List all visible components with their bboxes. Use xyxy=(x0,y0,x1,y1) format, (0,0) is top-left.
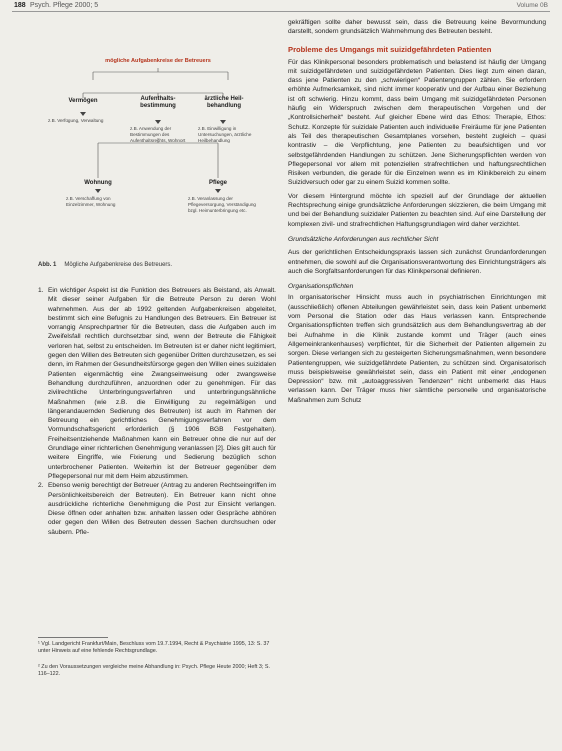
list-item-1-text: Ein wichtiger Aspekt ist die Funktion des Betreuers als Beistand, als Anwalt. Mit dieser seiner Aufgaben für die Betreute Person zu deren Wohl wahrnehmen. Aus der ab 1992 geltenden Aufgabenkreisen abgeleitet, bestimmt sich eine Befugnis zu Handlungen des Betreuers. Ein Betreuer ist vorrangig Ansprechpartner für die Betreuten, dass die Aufgaben auch im Zweifelsfall rechtlich durchsetzbar sind, wenn der Betreute die Fähigkeit verloren hat, selbst zu entscheiden. Im Betreuten ist er daher nicht legitimiert, gegen den Willen des Betreuten sich gegenüber Dritten durchzusetzen, es sei denn, im Rahmen der Gesundheitsfürsorge gegen den Willen eines suizidalen Patienten eigenmächtig eine Zwangseinweisung oder zwangsweise Behandlung durchzuführen, anzuordnen oder zu genehmigen. Für das zivilrechtliche Unterbringungsverfahren und unterbringungsähnliche Maßnahmen (wie z.B. die Einwilligung zu regelmäßigen und längerandauernden Sedierung des Betreuten) ist auch im Rahmen der Betreuung ein gerichtliches Genehmigungsverfahren vor dem Vormundschaftsgericht erforderlich (§ 1906 BGB Festgehalten). Freiheitsentziehende Maßnahmen kann ein Betreuer ohne die nur auf der Grundlage einer richterlichen Genehmigung veranlassen [2]. Dies gilt auch für weitere Eingriffe, wie Fixierung und Sedierung bezüglich schon unterbrochener Patienten. Weiterhin ist der Betreuer gegenüber dem Pflegepersonal nur mit dem Heim abzustimmen. xyxy=(48,287,276,480)
header-rule xyxy=(12,11,550,12)
figure-title: mögliche Aufgabenkreise der Betreuers xyxy=(105,58,211,64)
subheading-organisationspflichten: Organisationspflichten xyxy=(288,283,354,291)
paragraph-1: Für das Klinikpersonal besonders problematisch und belastend ist häufig der Umgang mit suizidgefährdeten und suizidgefährdeten Patienten. Dies liegt zum einen daran, dass jene Patienten zu den „schwierigen“ Patientengruppen zählen. Sie erfordern erhöhte Aufmerksamkeit, sind nicht immer kooperativ und der Aufbau einer Beziehung ist oft schwierig. Hinzu kommt, dass beim Umgang mit suizidgefährdeten Personen häufig ein Widerspruch zwischen dem therapeutischen Vorgehen und der „Kontrollsicherheit“ besteht. Auf gleicher Ebene wird das Ethos: Therapie, Ethos: Schutz. Konzepte für suizidale Patienten auch individuelle Freiräume für jene Patienten als Teil des therapeutischen Gesamtplanes vorsehen, besteht zugleich – quasi kontrastiv – die Verpflichtung, jene Patienten zu beaufsichtigen und vor selbstgefährdenden Handlungen zu schützen. Jene Sicherungspflichten werden von Pflegepersonal vor allem mit potenziellen strafrechtlichen und haftungsrechtlichen Risiken verbunden, die gerade für die Einzelnen wenn es im Klinikbereich zu einem Suizidversuch oder gar zu einem Suizid kommen sollte. xyxy=(288,58,546,187)
section-heading: Probleme des Umgangs mit suizidgefährdeten Patienten xyxy=(288,44,492,54)
page-number: 188 xyxy=(14,2,26,9)
node-wohnung-desc: z.B. Verschaffung von Einzelzimmer, Wohnung xyxy=(66,196,116,207)
left-column xyxy=(38,286,276,537)
list-item-1 xyxy=(38,286,276,481)
node-pflege xyxy=(198,180,238,187)
node-vermoegen-label: Vermögen xyxy=(68,98,98,104)
right-intro: gekräftigen sollte daher bewusst sein, dass die Betreuung keine Bevormundung darstellt, sondern grundsätzlich Wahrnehmung des Betreuten besteht. xyxy=(288,19,546,36)
paragraph-4: In organisatorischer Hinsicht muss auch in psychiatrischen Einrichtungen mit (ausschließlich) offenen Abteilungen gewährleistet sein, dass kein Patient unbemerkt vom Personal die Station oder das Haus verlassen kann. Entsprechende Organisationspflichten treffen sich grundsätzlich aus dem Behandlungsvertrag ab der bei Aufnahme in die Klinik zustande kommt und Träger (auch eines Allgemeinkrankenhauses) verpflichtet, für die Sicherheit der Patienten allgemein zu sorgen. Diese verlangen sich zu gesteigerten Sicherungsmaßnahmen, wenn besondere Patientengruppen, wie suizidgefährdete Patienten, zu schützen sind. Organisatorisch muss beispielsweise gewährleistet sein, dass ein Patient mit einer „endogenen Depression“ bzw. mit „autoaggressiven Tendenzen“ nicht unbemerkt das Haus verlassen kann. Der Träger muss hier sämtliche personelle und organisatorische Maßnahmen zum Schutz xyxy=(288,294,546,404)
figure-caption-text: Mögliche Aufgabenkreise des Betreuers. xyxy=(64,262,173,268)
node-vermoegen-desc: z.B. Verfügung, Verwaltung xyxy=(48,118,104,123)
list-marker: 1. xyxy=(38,287,44,294)
list-item-2 xyxy=(38,481,276,537)
footnote-1 xyxy=(38,641,276,655)
node-vermoegen xyxy=(58,98,108,105)
node-heil-label: ärztliche Heil-behandlung xyxy=(204,96,244,109)
paragraph-2: Vor diesem Hintergrund möchte ich speziell auf der Grundlage der aktuellen Rechtsprechung einige grundsätzliche Anforderungen skizzieren, die beim Umgang mit und bei der Behandlung suizidaler Patienten zu beachten sind. Auf eine Darstellung der komplexen zivil- und strafrechtlichen Haftungsgrundlagen wird daher verzichtet. xyxy=(288,192,546,228)
figure-caption xyxy=(38,262,278,268)
node-wohnung xyxy=(76,180,120,187)
volume-label: Volume 0B xyxy=(516,2,548,9)
node-pflege-label: Pflege xyxy=(208,180,227,186)
subheading-anforderungen: Grundsätzliche Anforderungen aus rechtlicher Sicht xyxy=(288,235,439,243)
right-column xyxy=(288,18,546,405)
figure-caption-label: Abb. 1 xyxy=(38,262,57,268)
page-header xyxy=(0,0,562,14)
list-marker: 2. xyxy=(38,482,44,490)
running-title: Psych. Pflege 2000; 5 xyxy=(30,2,99,9)
footnote-marker: ² xyxy=(38,664,42,670)
node-aufenthalt-desc: z.B. Anwendung der Bestimmungen des Aufenthaltsrechts, Wohnort xyxy=(130,126,186,143)
figure-aufgabenkreise xyxy=(38,58,278,258)
list-item-2-text: Ebenso wenig berechtigt der Betreuer (Antrag zu anderen Rechtseingriffen im Persönlichkeitsbereich der Betreuten). Ein Betreuer kann nicht ohne ausdrückliche richterliche Genehmigung die Post zur Einsicht verlangen. Diese öffnen oder anhalten bzw. anhalten lassen oder Gespräche abhören oder gegen den Willen des Betreuten dessen Sachen durchsuchen oder säubern. Pfle- xyxy=(48,482,276,536)
footnote-1-text: Vgl. Landgericht Frankfurt/Main, Beschluss vom 19.7.1994, Recht & Psychiatrie 1995, 13: S. 37 unter Hinweis auf eine fehlende Rechtsgrundlage. xyxy=(38,641,270,655)
node-pflege-desc: z.B. Veranlassung der Pflegeversorgung, Verständigung bzgl. Heimunterbringung etc. xyxy=(188,196,256,213)
node-wohnung-label: Wohnung xyxy=(84,180,112,186)
footnote-rule xyxy=(38,637,108,638)
figure-connectors xyxy=(38,58,278,258)
footnote-marker: ¹ xyxy=(38,641,42,647)
footnote-2-text: Zu den Voraussetzungen vergleiche meine Abhandlung in: Psych. Pflege Heute 2000; Heft 3; S. 116–122. xyxy=(38,664,270,678)
node-aufenthalt-label: Aufenthalts-bestimmung xyxy=(140,96,176,109)
node-heil xyxy=(196,96,252,109)
paragraph-3: Aus der gerichtlichen Entscheidungspraxis lassen sich zunächst Grundanforderungen entnehmen, die sowohl auf die Organisationsverantwortung des Einrichtungsträgers als auch die Sorgfaltsanforderungen für das Klinikpersonal definieren. xyxy=(288,249,546,275)
node-aufenthalt xyxy=(130,96,186,109)
node-heil-desc: z.B. Einwilligung in Untersuchungen, ärztliche Heilbehandlung xyxy=(198,126,252,143)
footnote-2 xyxy=(38,664,276,678)
